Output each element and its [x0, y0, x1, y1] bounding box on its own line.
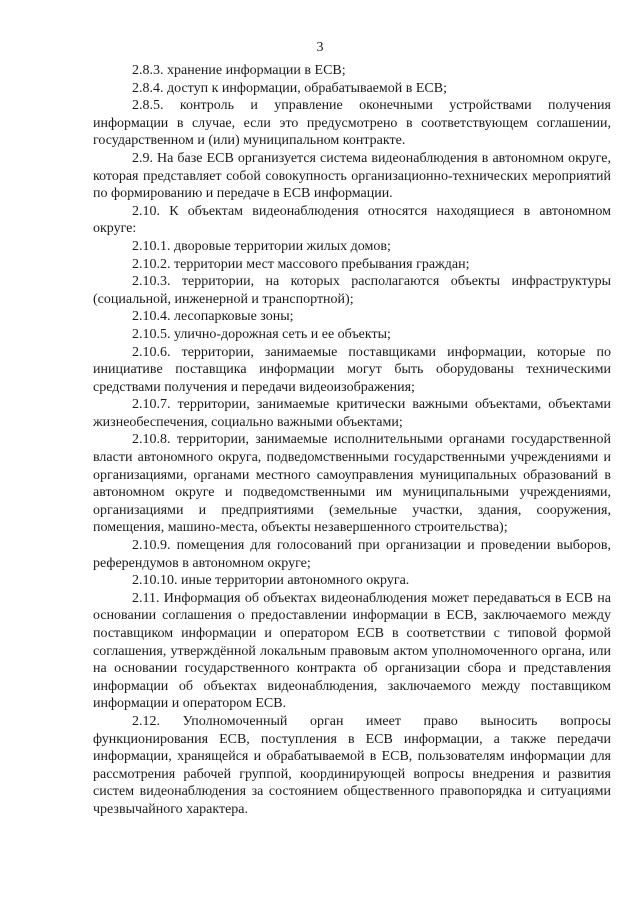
paragraph-2-8-3: 2.8.3. хранение информации в ЕСВ; [132, 63, 346, 78]
paragraph-2-10-8: 2.10.8. территории, занимаемые исполнительными органами государственной власти автономного округа, подведомственными государственными учреждениями и организациями, органами местного самоуправления муниципальных образований в автономном округе и подведомственными им муниципальными учреждениями, организациями и предприятиями (земельные участки, здания, сооружения, помещения, машино-места, объекты незавершенного строительства); [93, 432, 611, 536]
paragraph-2-10-1: 2.10.1. дворовые территории жилых домов; [132, 238, 391, 254]
paragraph-2-10-4: 2.10.4. лесопарковые зоны; [132, 309, 294, 325]
paragraph-2-9: 2.9. На базе ЕСВ организуется система видеонаблюдения в автономном округе, которая представляет собой совокупность организационно-технических мероприятий по формированию и передаче в ЕСВ информации. [93, 150, 611, 202]
page-number: 3 [316, 40, 324, 55]
paragraph-2-10-3: 2.10.3. территории, на которых располагаются объекты инфраструктуры (социальной, инженерной и транспортной); [93, 274, 611, 307]
paragraph-2-10-5: 2.10.5. улично-дорожная сеть и ее объекты; [132, 326, 391, 342]
paragraph-2-8-5: 2.8.5. контроль и управление оконечными устройствами получения информации в случае, если это предусмотрено в соответствующем соглашении, государственном и (или) муниципальном контракте. [93, 98, 611, 149]
paragraph-2-10-2: 2.10.2. территории мест массового пребывания граждан; [132, 256, 470, 272]
paragraph-2-10-6: 2.10.6. территории, занимаемые поставщиками информации, которые по инициативе поставщика информации могут быть оборудованы техническими средствами получения и передачи видеоизображения; [93, 344, 611, 395]
paragraph-2-10-10: 2.10.10. иные территории автономного округа. [132, 573, 410, 589]
paragraph-2-10-9: 2.10.9. помещения для голосований при организации и проведении выборов, референдумов в автономном округе; [93, 538, 611, 571]
paragraph-2-8-4: 2.8.4. доступ к информации, обрабатываемой в ЕСВ; [132, 80, 447, 96]
paragraph-2-12: 2.12. Уполномоченный орган имеет право выносить вопросы функционирования ЕСВ, поступления в ЕСВ информации, а также передачи информации, хранящейся и обрабатываемой в ЕСВ, пользователям информации для рассмотрения рабочей группой, координирующей вопросы внедрения и развития систем видеонаблюдения за состоянием общественного правопорядка и ситуациями чрезвычайного характера. [93, 713, 611, 817]
paragraph-2-11: 2.11. Информация об объектах видеонаблюдения может передаваться в ЕСВ на основании соглашения о предоставлении информации в ЕСВ, заключаемого между поставщиком информации и оператором ЕСВ в соответствии с типовой формой соглашения, утверждённой локальным правовым актом уполномоченного органа, или на основании государственного контракта об организации сбора и представления информации об объектах видеонаблюдения, заключаемого между поставщиком информации и оператором ЕСВ. [93, 590, 611, 712]
paragraph-2-10: 2.10. К объектам видеонаблюдения относятся находящиеся в автономном округе: [93, 203, 611, 237]
document-body [93, 62, 611, 819]
paragraph-2-10-7: 2.10.7. территории, занимаемые критически важными объектами, объектами жизнеобеспечения, социально важными объектами; [93, 397, 611, 430]
